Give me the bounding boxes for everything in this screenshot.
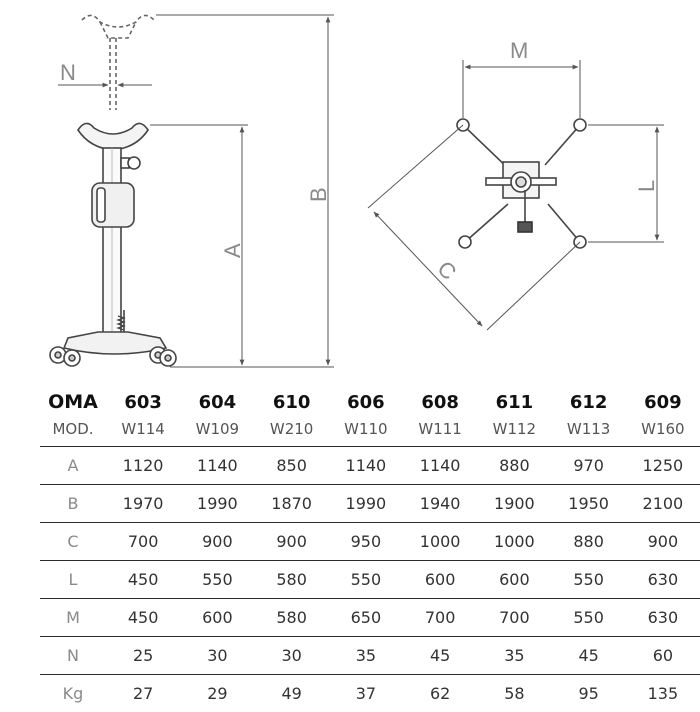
table-cell: 37 bbox=[329, 675, 403, 712]
table-cell: 62 bbox=[403, 675, 477, 712]
model-label: MOD. bbox=[40, 420, 106, 447]
table-cell: 700 bbox=[106, 523, 180, 561]
brand-label: OMA bbox=[40, 384, 106, 420]
table-cell: 1140 bbox=[329, 447, 403, 485]
brand-number: 604 bbox=[180, 384, 254, 420]
release-knob bbox=[121, 157, 140, 169]
brand-header-row bbox=[40, 384, 700, 420]
table-cell: 1140 bbox=[403, 447, 477, 485]
brand-number: 606 bbox=[329, 384, 403, 420]
table-cell: 58 bbox=[477, 675, 551, 712]
table-cell: 45 bbox=[403, 637, 477, 675]
table-cell: 550 bbox=[180, 561, 254, 599]
table-cell: 135 bbox=[626, 675, 700, 712]
table-cell: 1990 bbox=[180, 485, 254, 523]
table-cell: 900 bbox=[255, 523, 329, 561]
row-label: C bbox=[40, 523, 106, 561]
table-row bbox=[40, 523, 700, 561]
table-cell: 49 bbox=[255, 675, 329, 712]
table-row bbox=[40, 675, 700, 712]
table-cell: 700 bbox=[477, 599, 551, 637]
model-code: W112 bbox=[477, 420, 551, 447]
table-cell: 1950 bbox=[552, 485, 626, 523]
dim-label-a: A bbox=[220, 243, 245, 258]
model-code: W210 bbox=[255, 420, 329, 447]
row-label: A bbox=[40, 447, 106, 485]
table-cell: 550 bbox=[552, 561, 626, 599]
row-label: N bbox=[40, 637, 106, 675]
table-cell: 35 bbox=[329, 637, 403, 675]
table-cell: 630 bbox=[626, 561, 700, 599]
model-code: W111 bbox=[403, 420, 477, 447]
saddle bbox=[78, 123, 148, 150]
table-row bbox=[40, 637, 700, 675]
row-label: L bbox=[40, 561, 106, 599]
model-code: W110 bbox=[329, 420, 403, 447]
table-cell: 970 bbox=[552, 447, 626, 485]
model-header-row bbox=[40, 420, 700, 447]
top-view-base bbox=[457, 119, 586, 248]
model-code: W109 bbox=[180, 420, 254, 447]
table-cell: 25 bbox=[106, 637, 180, 675]
table-cell: 900 bbox=[180, 523, 254, 561]
table-cell: 1000 bbox=[477, 523, 551, 561]
row-label: M bbox=[40, 599, 106, 637]
row-label: Kg bbox=[40, 675, 106, 712]
table-cell: 950 bbox=[329, 523, 403, 561]
table-cell: 1000 bbox=[403, 523, 477, 561]
model-code: W114 bbox=[106, 420, 180, 447]
dimension-a bbox=[150, 125, 248, 367]
table-cell: 650 bbox=[329, 599, 403, 637]
dim-label-c: C bbox=[432, 256, 461, 285]
table-cell: 1970 bbox=[106, 485, 180, 523]
table-cell: 630 bbox=[626, 599, 700, 637]
table-cell: 850 bbox=[255, 447, 329, 485]
table-cell: 45 bbox=[552, 637, 626, 675]
specification-table bbox=[40, 384, 700, 712]
row-label: B bbox=[40, 485, 106, 523]
table-cell: 700 bbox=[403, 599, 477, 637]
dim-label-m: M bbox=[510, 38, 528, 63]
dim-label-l: L bbox=[634, 180, 659, 192]
table-cell: 1120 bbox=[106, 447, 180, 485]
table-cell: 880 bbox=[477, 447, 551, 485]
table-cell: 1990 bbox=[329, 485, 403, 523]
model-code: W113 bbox=[552, 420, 626, 447]
table-cell: 550 bbox=[552, 599, 626, 637]
table-cell: 580 bbox=[255, 599, 329, 637]
table-cell: 2100 bbox=[626, 485, 700, 523]
table-cell: 1940 bbox=[403, 485, 477, 523]
brand-number: 610 bbox=[255, 384, 329, 420]
dimension-l bbox=[588, 125, 664, 242]
brand-number: 603 bbox=[106, 384, 180, 420]
table-cell: 900 bbox=[626, 523, 700, 561]
table-cell: 600 bbox=[477, 561, 551, 599]
table-cell: 1870 bbox=[255, 485, 329, 523]
table-cell: 30 bbox=[180, 637, 254, 675]
table-cell: 29 bbox=[180, 675, 254, 712]
table-cell: 580 bbox=[255, 561, 329, 599]
table-cell: 35 bbox=[477, 637, 551, 675]
table-cell: 30 bbox=[255, 637, 329, 675]
table-cell: 60 bbox=[626, 637, 700, 675]
table-row bbox=[40, 599, 700, 637]
table-cell: 27 bbox=[106, 675, 180, 712]
table-cell: 1140 bbox=[180, 447, 254, 485]
table-cell: 880 bbox=[552, 523, 626, 561]
table-cell: 1900 bbox=[477, 485, 551, 523]
table-cell: 450 bbox=[106, 599, 180, 637]
dimension-m bbox=[463, 38, 580, 118]
raised-saddle-ghost bbox=[82, 15, 154, 110]
table-cell: 600 bbox=[403, 561, 477, 599]
dimension-n bbox=[58, 60, 152, 85]
model-code: W160 bbox=[626, 420, 700, 447]
dimension-c bbox=[368, 125, 580, 330]
brand-number: 608 bbox=[403, 384, 477, 420]
table-cell: 600 bbox=[180, 599, 254, 637]
dim-label-n: N bbox=[60, 60, 76, 85]
dim-label-b: B bbox=[306, 187, 331, 202]
table-row bbox=[40, 447, 700, 485]
table-cell: 1250 bbox=[626, 447, 700, 485]
table-cell: 550 bbox=[329, 561, 403, 599]
brand-number: 609 bbox=[626, 384, 700, 420]
table-cell: 450 bbox=[106, 561, 180, 599]
brand-number: 611 bbox=[477, 384, 551, 420]
table-row bbox=[40, 561, 700, 599]
table-cell: 95 bbox=[552, 675, 626, 712]
dimension-b bbox=[156, 15, 334, 367]
table-row bbox=[40, 485, 700, 523]
brand-number: 612 bbox=[552, 384, 626, 420]
